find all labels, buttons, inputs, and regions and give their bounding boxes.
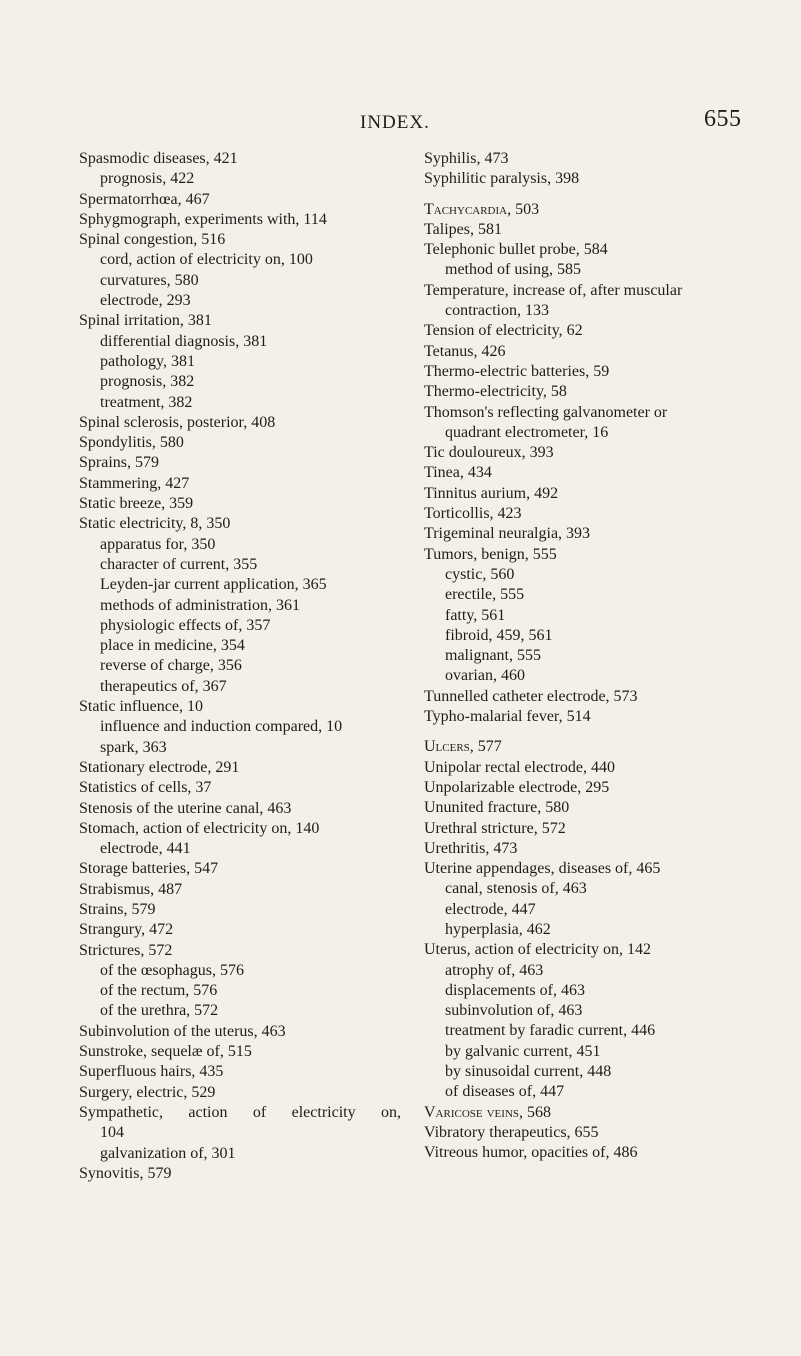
index-entry: Temperature, increase of, after muscular bbox=[424, 281, 683, 299]
index-entry: Strangury, 472 bbox=[79, 921, 174, 939]
index-entry: Superfluous hairs, 435 bbox=[79, 1063, 224, 1081]
index-subentry: contraction, 133 bbox=[445, 302, 549, 320]
index-subentry: electrode, 293 bbox=[100, 292, 191, 310]
index-entry: Synovitis, 579 bbox=[79, 1164, 172, 1182]
index-subentry: erectile, 555 bbox=[445, 586, 525, 604]
index-entry: Varicose veins, 568 bbox=[424, 1103, 552, 1121]
index-entry: Stomach, action of electricity on, 140 bbox=[79, 819, 320, 837]
index-entry: Static breeze, 359 bbox=[79, 495, 194, 513]
index-entry: Urethritis, 473 bbox=[424, 839, 518, 857]
index-subentry: treatment, 382 bbox=[100, 393, 193, 411]
index-subentry: of the rectum, 576 bbox=[100, 982, 218, 1000]
index-subentry: subinvolution of, 463 bbox=[445, 1002, 583, 1020]
index-subentry: of the œsophagus, 576 bbox=[100, 961, 244, 979]
index-subentry: influence and induction compared, 10 bbox=[100, 718, 343, 736]
index-entry: Static electricity, 8, 350 bbox=[79, 515, 231, 533]
index-entry: Statistics of cells, 37 bbox=[79, 779, 212, 797]
index-entry: Surgery, electric, 529 bbox=[79, 1083, 216, 1101]
index-subentry: malignant, 555 bbox=[445, 647, 541, 665]
index-subentry: atrophy of, 463 bbox=[445, 961, 544, 979]
index-subentry: galvanization of, 301 bbox=[100, 1144, 236, 1162]
index-subentry: place in medicine, 354 bbox=[100, 637, 245, 655]
index-subentry: fatty, 561 bbox=[445, 606, 506, 624]
index-subentry: canal, stenosis of, 463 bbox=[445, 880, 587, 898]
index-entry: Unipolar rectal electrode, 440 bbox=[424, 758, 616, 776]
index-entry: Spondylitis, 580 bbox=[79, 434, 184, 452]
index-subentry: physiologic effects of, 357 bbox=[100, 616, 271, 634]
index-entry: Ulcers, 577 bbox=[424, 738, 502, 756]
index-subentry: by sinusoidal current, 448 bbox=[445, 1063, 612, 1081]
index-subentry: spark, 363 bbox=[100, 738, 167, 756]
index-entry: Vibratory therapeutics, 655 bbox=[424, 1123, 599, 1141]
index-entry: Torticollis, 423 bbox=[424, 505, 522, 523]
index-entry: Telephonic bullet probe, 584 bbox=[424, 241, 608, 259]
index-entry: Tetanus, 426 bbox=[424, 342, 506, 360]
index-subentry: prognosis, 382 bbox=[100, 373, 195, 391]
index-subentry: method of using, 585 bbox=[445, 261, 581, 279]
index-entry: Thermo-electricity, 58 bbox=[424, 383, 567, 401]
index-subentry: fibroid, 459, 561 bbox=[445, 626, 553, 644]
index-subentry: displacements of, 463 bbox=[445, 981, 585, 999]
index-entry: Strains, 579 bbox=[79, 900, 156, 918]
index-subentry: quadrant electrometer, 16 bbox=[445, 423, 609, 441]
index-subentry: apparatus for, 350 bbox=[100, 535, 216, 553]
index-entry: Trigeminal neuralgia, 393 bbox=[424, 525, 591, 543]
index-entry: Urethral stricture, 572 bbox=[424, 819, 566, 837]
index-entry: Talipes, 581 bbox=[424, 220, 502, 238]
index-subentry: ovarian, 460 bbox=[445, 667, 525, 685]
index-entry: Tunnelled catheter electrode, 573 bbox=[424, 687, 638, 705]
index-entry: Tumors, benign, 555 bbox=[424, 545, 557, 563]
index-subentry: differential diagnosis, 381 bbox=[100, 332, 268, 350]
index-entry: Typho-malarial fever, 514 bbox=[424, 708, 591, 726]
index-entry: Tension of electricity, 62 bbox=[424, 322, 583, 340]
index-entry: Spinal congestion, 516 bbox=[79, 231, 226, 249]
index-entry: Sunstroke, sequelæ of, 515 bbox=[79, 1043, 252, 1061]
index-entry: Uterine appendages, diseases of, 465 bbox=[424, 860, 661, 878]
index-subentry: cystic, 560 bbox=[445, 565, 515, 583]
index-entry: Uterus, action of electricity on, 142 bbox=[424, 941, 652, 959]
index-entry: Tachycardia, 503 bbox=[424, 200, 540, 218]
index-entry: Unpolarizable electrode, 295 bbox=[424, 778, 610, 796]
index-entry: Stammering, 427 bbox=[79, 474, 190, 492]
index-subentry: electrode, 447 bbox=[445, 900, 536, 918]
index-subentry: pathology, 381 bbox=[100, 352, 195, 370]
index-entry: Strictures, 572 bbox=[79, 941, 173, 959]
index-entry: Static influence, 10 bbox=[79, 698, 203, 716]
index-entry: Tinea, 434 bbox=[424, 464, 492, 482]
index-entry: Thermo-electric batteries, 59 bbox=[424, 362, 610, 380]
index-subentry: Leyden-jar current application, 365 bbox=[100, 576, 327, 594]
index-entry: Vitreous humor, opacities of, 486 bbox=[424, 1144, 638, 1162]
index-entry: Subinvolution of the uterus, 463 bbox=[79, 1022, 286, 1040]
index-subentry: treatment by faradic current, 446 bbox=[445, 1022, 656, 1040]
index-entry: Stationary electrode, 291 bbox=[79, 758, 240, 776]
index-entry: Storage batteries, 547 bbox=[79, 860, 219, 878]
index-subentry: hyperplasia, 462 bbox=[445, 920, 551, 938]
index-entry: Syphilis, 473 bbox=[424, 150, 509, 167]
index-entry: Ununited fracture, 580 bbox=[424, 799, 570, 817]
index-entry: Stenosis of the uterine canal, 463 bbox=[79, 799, 292, 817]
index-entry: Thomson's reflecting galvanometer or bbox=[424, 403, 668, 421]
index-entry: Spermatorrhœa, 467 bbox=[79, 190, 210, 208]
index-entry: Syphilitic paralysis, 398 bbox=[424, 170, 580, 188]
index-subentry: prognosis, 422 bbox=[100, 170, 195, 188]
index-entry: Strabismus, 487 bbox=[79, 880, 183, 898]
index-entry: Spasmodic diseases, 421 bbox=[79, 150, 238, 167]
index-subentry: of the urethra, 572 bbox=[100, 1002, 219, 1020]
index-entry: Sympathetic, action of electricity on, bbox=[79, 1103, 401, 1121]
index-entry: Tic douloureux, 393 bbox=[424, 444, 554, 462]
index-entry: Tinnitus aurium, 492 bbox=[424, 484, 559, 502]
index-entry: Sphygmograph, experiments with, 114 bbox=[79, 210, 327, 228]
index-entry: Sprains, 579 bbox=[79, 454, 159, 472]
index-subentry: electrode, 441 bbox=[100, 840, 191, 858]
index-entry: Spinal irritation, 381 bbox=[79, 312, 212, 330]
index-column-left bbox=[79, 149, 419, 1184]
index-heading: INDEX. bbox=[360, 112, 430, 133]
index-subentry: 104 bbox=[100, 1124, 124, 1142]
index-subentry: curvatures, 580 bbox=[100, 271, 199, 289]
index-subentry: by galvanic current, 451 bbox=[445, 1042, 601, 1060]
index-entry: Spinal sclerosis, posterior, 408 bbox=[79, 413, 276, 431]
index-subentry: cord, action of electricity on, 100 bbox=[100, 251, 313, 269]
running-head bbox=[0, 104, 801, 136]
index-subentry: of diseases of, 447 bbox=[445, 1083, 565, 1101]
index-subentry: character of current, 355 bbox=[100, 555, 258, 573]
index-subentry: methods of administration, 361 bbox=[100, 596, 300, 614]
page-number: 655 bbox=[704, 106, 742, 132]
index-subentry: therapeutics of, 367 bbox=[100, 677, 227, 695]
index-column-right bbox=[424, 149, 778, 1164]
index-subentry: reverse of charge, 356 bbox=[100, 657, 242, 675]
